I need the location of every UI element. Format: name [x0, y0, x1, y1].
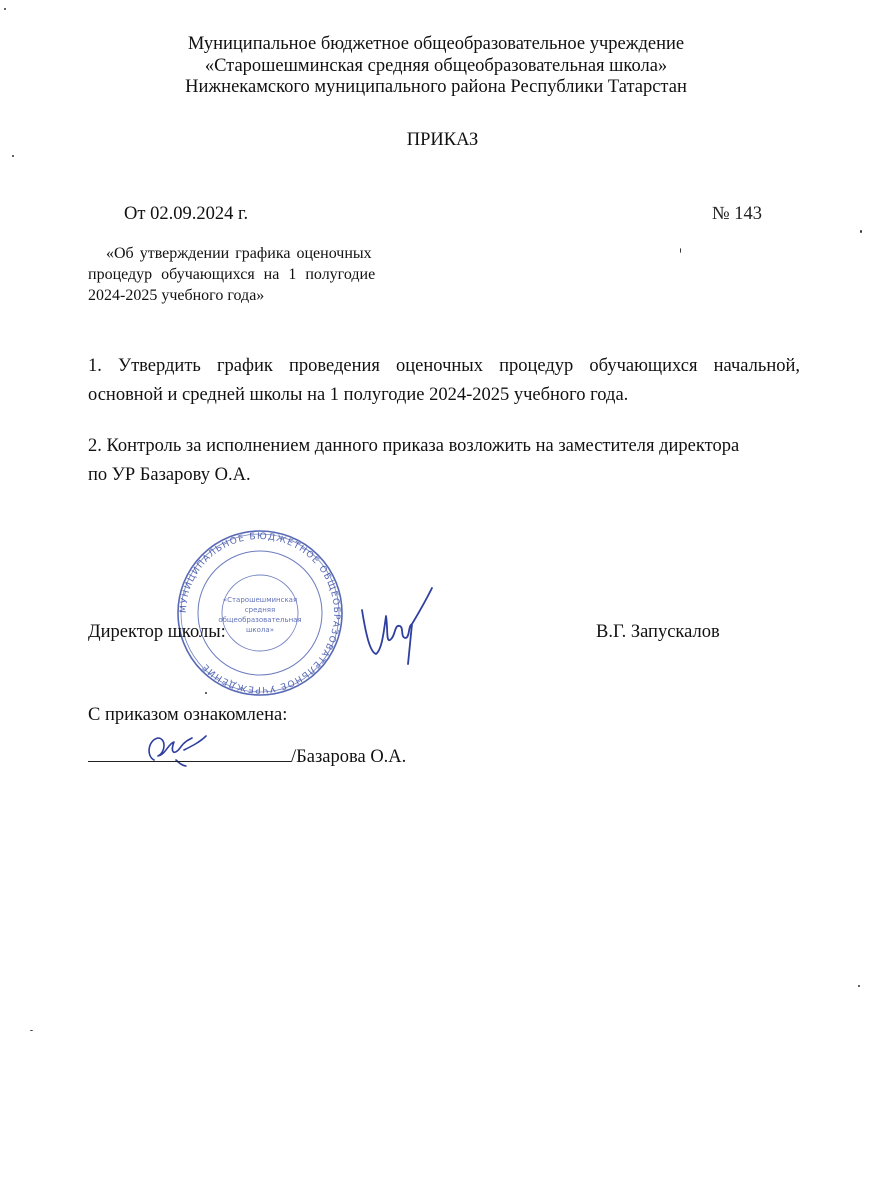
scan-speck	[860, 230, 862, 233]
svg-text:общеобразовательная: общеобразовательная	[218, 616, 302, 624]
acknowledgement-signature-line	[88, 743, 406, 768]
scan-speck	[4, 8, 6, 10]
header-line-3: Нижнекамского муниципального района Республики Татарстан	[185, 77, 687, 97]
order-item-1	[88, 352, 800, 410]
svg-text:средняя: средняя	[244, 606, 276, 614]
order-item-2-line-2: по УР Базарову О.А.	[88, 465, 251, 485]
scan-speck	[858, 985, 860, 987]
order-number: № 143	[712, 204, 763, 224]
order-item-2-line-1: 2. Контроль за исполнением данного приказа возложить на заместителя директора	[88, 436, 740, 456]
svg-text:школа»: школа»	[246, 626, 274, 634]
header-line-1: Муниципальное бюджетное общеобразовательное учреждение	[187, 34, 685, 54]
acknowledgement-label: С приказом ознакомлена:	[88, 705, 288, 725]
order-subject	[88, 243, 393, 306]
order-item-2	[88, 432, 800, 490]
header-line-2: «Старошешминская средняя общеобразовательная школа»	[204, 55, 668, 76]
scan-speck	[12, 155, 14, 157]
order-date: От 02.09.2024 г.	[124, 204, 249, 224]
order-item-1-line-1: 1. Утвердить график проведения оценочных процедур обучающихся начальной,	[88, 356, 800, 376]
document-title: ПРИКАЗ	[406, 130, 479, 150]
institution-header	[0, 34, 872, 99]
director-label: Директор школы:	[88, 622, 226, 642]
scan-speck	[205, 692, 207, 694]
scan-speck	[30, 1030, 33, 1031]
subject-line-3: 2024-2025 учебного года»	[88, 287, 265, 304]
director-signature	[356, 580, 436, 670]
order-item-1-line-2: основной и средней школы на 1 полугодие 2024-2025 учебного года.	[88, 385, 629, 405]
director-name: В.Г. Запускалов	[596, 622, 720, 642]
subject-line-1: «Об утверждении графика оценочных	[106, 245, 372, 262]
subject-line-2: процедур обучающихся на 1 полугодие	[88, 266, 376, 283]
signature-blank-line	[88, 743, 291, 762]
official-stamp	[175, 528, 345, 698]
stamp-outer-text: МУНИЦИПАЛЬНОЕ БЮДЖЕТНОЕ ОБЩЕОБРАЗОВАТЕЛЬНОЕ УЧРЕЖДЕНИЕ	[178, 531, 342, 695]
acknowledgement-name: /Базарова О.А.	[291, 747, 407, 767]
scan-speck	[680, 248, 681, 253]
svg-text:«Старошешминская: «Старошешминская	[222, 596, 298, 604]
